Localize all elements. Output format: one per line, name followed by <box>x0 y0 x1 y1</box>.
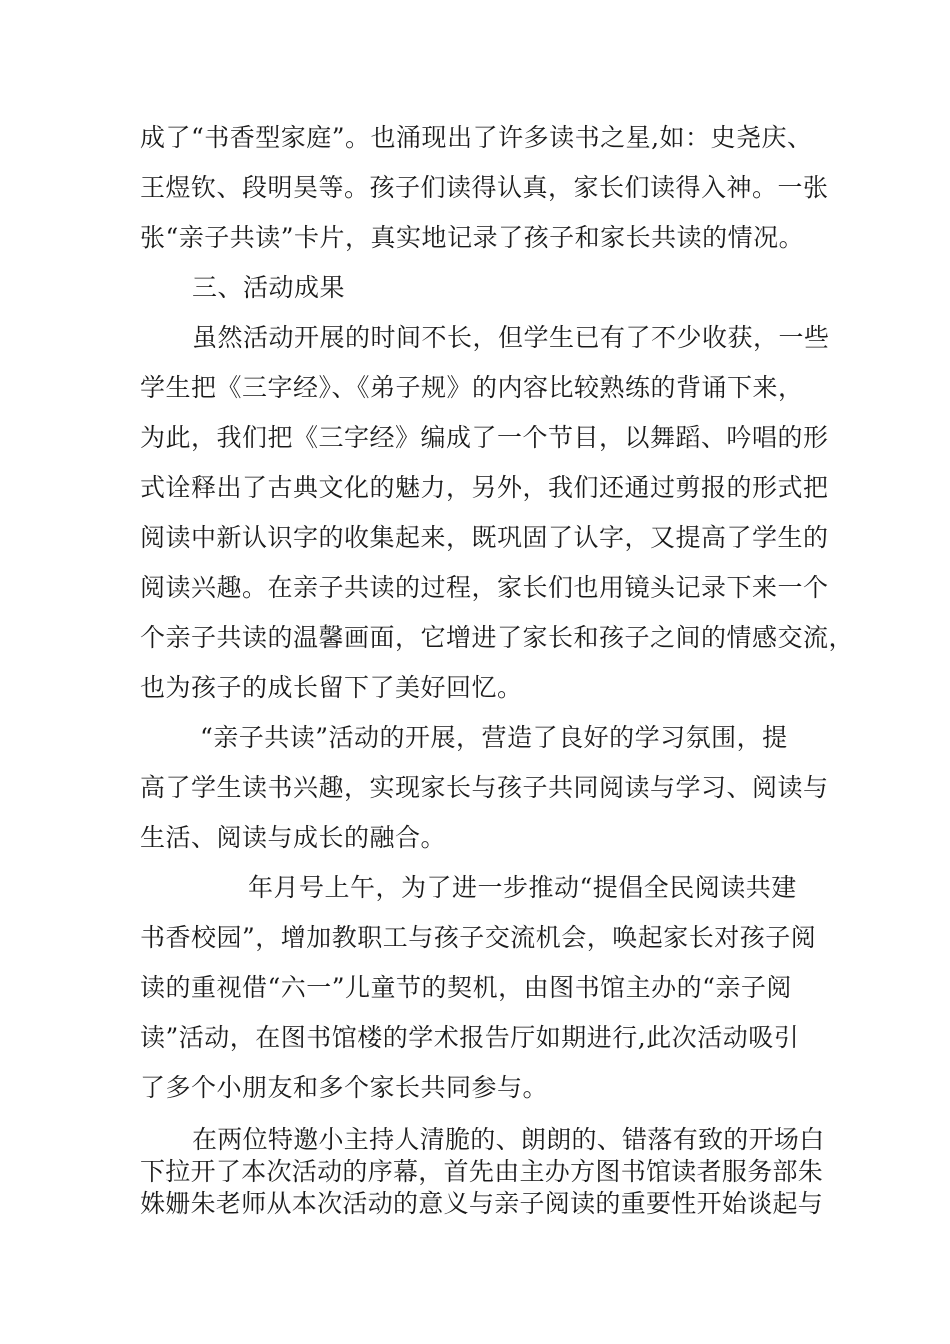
paragraph-line: 书香校园”，增加教职工与孩子交流机会，唤起家长对孩子阅 <box>140 923 817 952</box>
paragraph-line: 了多个小朋友和多个家长共同参与。 <box>140 1073 549 1102</box>
paragraph-line: 张“亲子共读”卡片，真实地记录了孩子和家长共读的情况。 <box>140 223 805 252</box>
paragraph-line: 读”活动，在图书馆楼的学术报告厅如期进行,此次活动吸引 <box>140 1023 800 1052</box>
paragraph-line: 个亲子共读的温馨画面，它增进了家长和孩子之间的情感交流， <box>140 623 855 652</box>
paragraph-line: 在两位特邀小主持人清脆的、朗朗的、错落有致的开场白 <box>192 1125 825 1154</box>
paragraph-line: 高了学生读书兴趣，实现家长与孩子共同阅读与学习、阅读与 <box>140 773 829 802</box>
paragraph-line: 式诠释出了古典文化的魅力，另外，我们还通过剪报的形式把 <box>140 473 829 502</box>
paragraph-line: “亲子共读”活动的开展，营造了良好的学习氛围，提 <box>200 723 788 752</box>
paragraph-line: 成了“书香型家庭”。也涌现出了许多读书之星,如：史尧庆、 <box>140 123 813 152</box>
paragraph-line: 也为孩子的成长留下了美好回忆。 <box>140 673 523 702</box>
paragraph-line: 为此，我们把《三字经》编成了一个节目，以舞蹈、吟唱的形 <box>140 423 829 452</box>
paragraph-line: 阅读兴趣。在亲子共读的过程，家长们也用镜头记录下来一个 <box>140 573 829 602</box>
section-heading: 三、活动成果 <box>192 273 346 302</box>
paragraph-line: 下拉开了本次活动的序幕，首先由主办方图书馆读者服务部朱 <box>140 1157 824 1186</box>
paragraph-line: 王煜钦、段明昊等。孩子们读得认真，家长们读得入神。一张 <box>140 173 829 202</box>
paragraph-line: 虽然活动开展的时间不长，但学生已有了不少收获，一些 <box>192 323 830 352</box>
paragraph-line: 学生把《三字经》、《弟子规》的内容比较熟练的背诵下来， <box>140 373 804 402</box>
paragraph-line: 姝姗朱老师从本次活动的意义与亲子阅读的重要性开始谈起与 <box>140 1189 824 1218</box>
paragraph-line: 生活、阅读与成长的融合。 <box>140 823 447 852</box>
paragraph-line: 读的重视借“六一”儿童节的契机，由图书馆主办的“亲子阅 <box>140 973 792 1002</box>
paragraph-line: 年月号上午，为了进一步推动“提倡全民阅读共建 <box>248 873 797 902</box>
paragraph-line: 阅读中新认识字的收集起来，既巩固了认字，又提高了学生的 <box>140 523 829 552</box>
